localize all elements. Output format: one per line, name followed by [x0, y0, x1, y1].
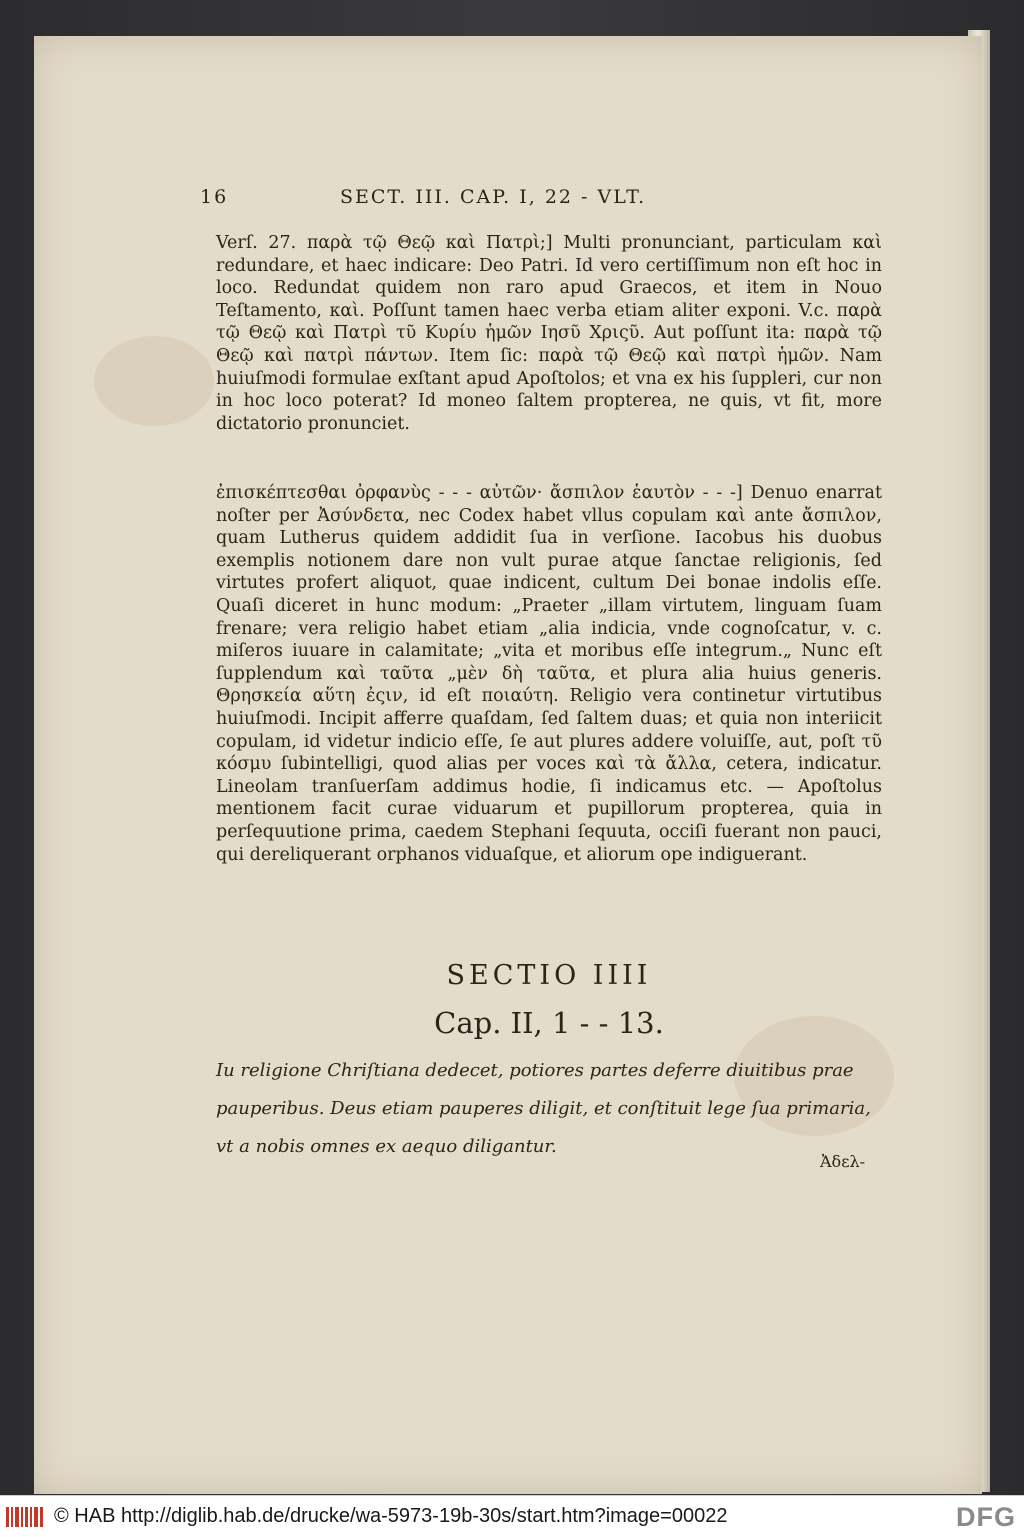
- copyright-link[interactable]: © HAB http://diglib.hab.de/drucke/wa-5973-19b-30s/start.htm?image=00022: [54, 1505, 728, 1527]
- chapter-heading: Cap. II, 1 - - 13.: [434, 1006, 664, 1040]
- chapter-summary: Iu religione Chriſtiana dedecet, potiores partes deferre diuitibus prae pauperibus. Deus etiam pauperes diligit, et conſtituit lege ſua primaria, vt a nobis omnes ex aequo diligantur.: [216, 1060, 871, 1157]
- running-head-title: SECT. III. CAP. I, 22 - VLT.: [340, 186, 647, 208]
- catchword: Ἀδελ-: [820, 1152, 866, 1171]
- running-head: [200, 186, 890, 216]
- paragraph-verse-27: Verſ. 27. παρὰ τῷ Θεῷ καὶ Πατρὶ;] Multi pronunciant, particulam καὶ redundare, et haec indicare: Deo Patri. Id vero certiſſimum non eſt hoc in loco. Redundat quidem non raro apud Graecos, et item in Nouo Teſtamento, καὶ. Poſſunt tamen haec verba etiam aliter exponi. V.c. παρὰ τῷ Θεῷ καὶ Πατρὶ τῦ Κυρίυ ἡμῶν Ιησῦ Χριςῦ. Aut poſſunt ita: παρὰ τῷ Θεῷ καὶ πατρὶ πάντων. Item ſic: παρὰ τῷ Θεῷ καὶ πατρὶ ἡμῶν. Nam huiuſmodi formulae exſtant apud Apoſtolos; et vna ex his ſuppleri, cur non in hoc loco poterat? Id moneo ſaltem propterea, ne quis, vt fit, more dictatorio pronunciet.: [216, 233, 882, 434]
- barcode-icon: [6, 1507, 44, 1527]
- viewer-footer: [0, 1495, 1024, 1537]
- section-heading: SECTIO IIII: [446, 960, 652, 991]
- dfg-logo: DFG: [956, 1502, 1016, 1532]
- paragraph-commentary: ἐπισκέπτεσθαι ὀρφανὺς - - - αὐτῶν· ἄσπιλον ἑαυτὸν - - -] Denuo enarrat noſter per Ἀσύνδετα, nec Codex habet vllus copulam καὶ ante ἄσπιλον, quam Lutherus quidem addidit ſua in verſione. Iacobus his duobus exemplis notionem dare non vult purae atque ſanctae religionis, ſed virtutes profert aliquot, quae indicent, cultum Dei bonae indolis eſſe. Quaſi diceret in hunc modum: „Praeter „illam virtutem, linguam ſuam frenare; vera religio habet etiam „alia indicia, vnde cognoſcatur, v. c. miſeros iuuare in calamitate; „vita et moribus eſſe integrum.„ Nunc eſt ſupplendum καὶ ταῦτα „μὲν δὴ ταῦτα, et plura alia huius generis. Θρησκεία αὕτη ἐςιν, id eſt ποιαύτη. Religio vera continetur virtutibus huiuſmodi. Incipit afferre quaſdam, ſed ſaltem duas; et quia non interiicit copulam, id videtur indicio eſſe, ſe aut plures addere voluiſſe, aut, poſt τῦ κόσμυ ſubintelligi, quod alias per voces καὶ τὰ ἄλλα, cetera, indicatur. Lineolam tranſuerſam addimus hodie, ſi indicamus etc. — Apoſtolus mentionem facit curae viduarum et pupillorum propterea, quia in perſequutione prima, caedem Stephani ſequuta, occiſi fuerant non pauci, qui dereliquerant orphanos viduaſque, et aliorum ope indiguerant.: [216, 483, 882, 865]
- page-number: 16: [200, 186, 229, 208]
- paper-stain: [94, 336, 214, 426]
